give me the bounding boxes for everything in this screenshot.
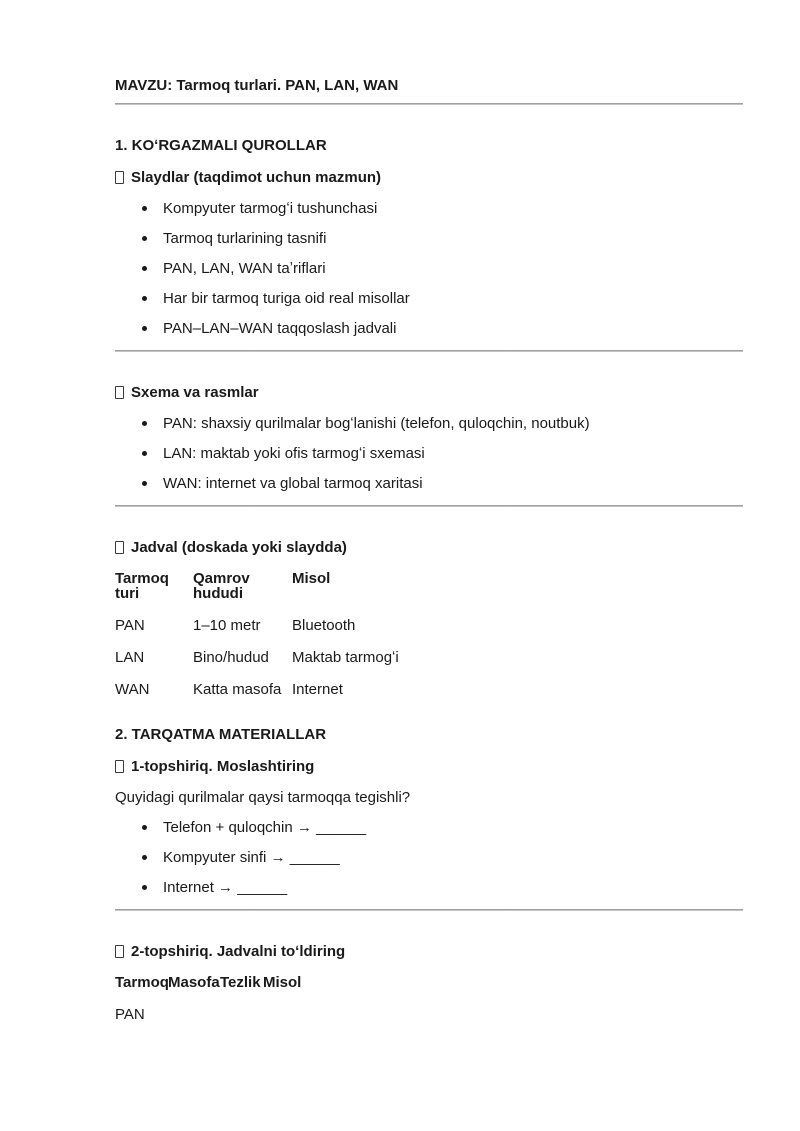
list-item: PAN–LAN–WAN taqqoslash jadvali (115, 321, 743, 336)
schemes-heading-label: Sxema va rasmlar (131, 384, 259, 401)
task1-question: Quyidagi qurilmalar qaysi tarmoqqa tegishli? (115, 789, 411, 806)
table-cell: Internet (292, 681, 343, 698)
task2-heading-label: 2-topshiriq. Jadvalni toʻldiring (131, 943, 346, 960)
table-row (115, 682, 743, 697)
missing-emoji-icon (115, 760, 124, 773)
list-item: PAN, LAN, WAN taʼriflari (115, 261, 743, 276)
section1-heading: 1. KOʻRGAZMALI QUROLLAR (115, 137, 327, 154)
comparison-table (115, 571, 743, 697)
task2-heading (115, 944, 743, 959)
task1-list (115, 820, 743, 895)
column-header: Misol (263, 974, 302, 991)
list-item: WAN: internet va global tarmoq xaritasi (115, 476, 743, 491)
fill-in-table (115, 975, 743, 1022)
table-cell: Maktab tarmogʻi (292, 649, 399, 666)
table-cell (168, 1007, 220, 1022)
slides-heading (115, 170, 743, 185)
document-content (115, 78, 743, 1022)
table-cell: LAN (115, 649, 145, 666)
table-heading-label: Jadval (doskada yoki slaydda) (131, 539, 347, 556)
column-header: Misol (292, 570, 331, 587)
table-row (115, 650, 743, 665)
table-cell: WAN (115, 681, 150, 698)
list-item: Har bir tarmoq turiga oid real misollar (115, 291, 743, 306)
table-cell: Katta masofa (193, 681, 282, 698)
table-header-row (115, 975, 743, 990)
divider (115, 909, 743, 911)
task1-heading-label: 1-topshiriq. Moslashtiring (131, 758, 315, 775)
missing-emoji-icon (115, 541, 124, 554)
table-cell: 1–10 metr (193, 617, 261, 634)
task1-heading (115, 759, 743, 774)
document-title: MAVZU: Tarmoq turlari. PAN, LAN, WAN (115, 77, 399, 94)
list-item: Kompyuter sinfi → ______ (115, 850, 743, 865)
column-header: Qamrov hududi (193, 570, 250, 602)
column-header: Tezlik (220, 974, 261, 991)
table-cell: PAN (115, 617, 145, 634)
table-cell: Bino/hudud (193, 649, 269, 666)
schemes-list (115, 416, 743, 491)
table-cell (220, 1007, 263, 1022)
divider (115, 505, 743, 507)
missing-emoji-icon (115, 945, 124, 958)
table-row (115, 618, 743, 633)
list-item: Kompyuter tarmogʻi tushunchasi (115, 201, 743, 216)
section2-heading: 2. TARQATMA MATERIALLAR (115, 726, 327, 743)
missing-emoji-icon (115, 171, 124, 184)
list-item: Internet → ______ (115, 880, 743, 895)
list-item: Telefon + quloqchin → ______ (115, 820, 743, 835)
table-heading (115, 540, 743, 555)
divider (115, 103, 743, 105)
column-header: Masofa (168, 974, 220, 991)
column-header: Tarmoq turi (115, 570, 169, 602)
table-cell: PAN (115, 1006, 145, 1023)
table-cell: Bluetooth (292, 617, 356, 634)
table-row (115, 1007, 743, 1022)
list-item: Tarmoq turlarining tasnifi (115, 231, 743, 246)
list-item: PAN: shaxsiy qurilmalar bogʻlanishi (telefon, quloqchin, noutbuk) (115, 416, 743, 431)
table-header-row (115, 571, 743, 601)
missing-emoji-icon (115, 386, 124, 399)
list-item: LAN: maktab yoki ofis tarmogʻi sxemasi (115, 446, 743, 461)
schemes-heading (115, 385, 743, 400)
slides-heading-label: Slaydlar (taqdimot uchun mazmun) (131, 169, 382, 186)
column-header: Tarmoq (115, 974, 169, 991)
divider (115, 350, 743, 352)
slides-list (115, 201, 743, 336)
table-cell (263, 1007, 743, 1022)
